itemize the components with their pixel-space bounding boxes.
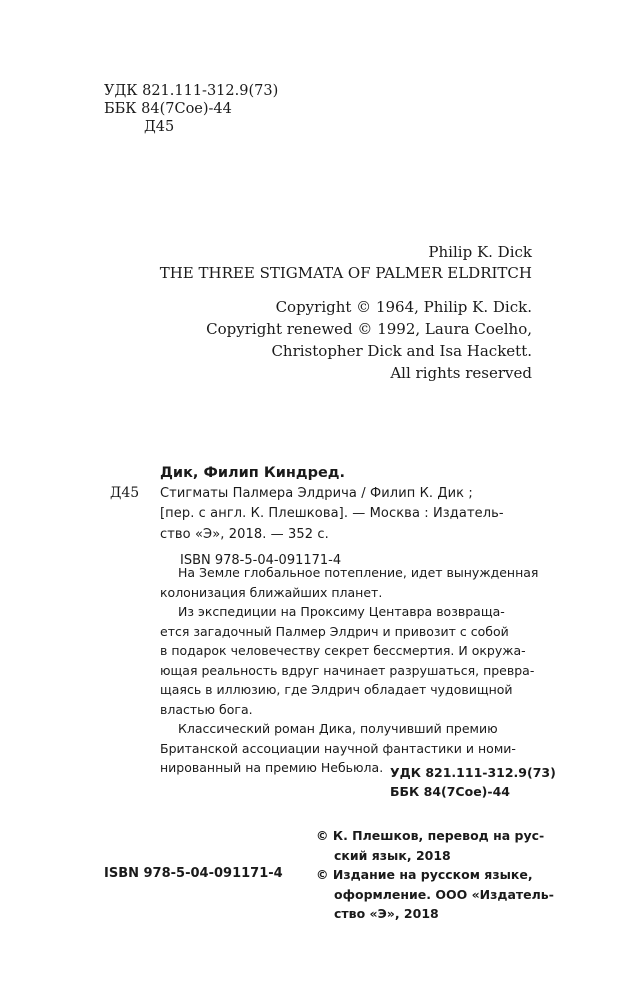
catalog-line: [пер. с англ. К. Плешкова]. — Москва : Издатель- [160,506,504,521]
annotation-line: щаясь в иллюзию, где Элдрич обладает чудовищной [160,682,513,697]
original-title: THE THREE STIGMATA OF PALMER ELDRITCH [159,264,532,282]
annotation-line: колонизация ближайших планет. [160,584,383,600]
copyright-line: Christopher Dick and Isa Hackett. [271,342,532,360]
annotation-paragraph [160,602,540,719]
copyright-line: Copyright renewed © 1992, Laura Coelho, [206,320,532,338]
edition-copyright-cont: оформление. ООО «Издатель- [334,886,554,902]
copyright-notice [92,296,532,384]
annotation-paragraph [160,563,540,602]
copyright-line: Copyright © 1964, Philip K. Dick. [275,298,532,316]
catalog-isbn: ISBN 978-5-04-091171-4 [180,553,342,568]
rights-notice [316,826,554,924]
author-mark: Д45 [144,119,175,135]
bbk-code: ББК 84(7Сое)-44 [390,783,510,799]
catalog-author: Дик, Филип Киндред. [160,465,346,481]
annotation-line: ющая реальность вдруг начинает разрушаться, превра- [160,662,535,678]
annotation-line: властью бога. [160,701,253,717]
annotation-line: в подарок человечеству секрет бессмертия. И окружа- [160,643,526,658]
classification-codes-top [104,82,278,136]
annotation-line: На Земле глобальное потепление, идет вынужденная [178,565,539,580]
bbk-code: ББК 84(7Сое)-44 [104,101,232,117]
edition-copyright-cont: ство «Э», 2018 [334,906,439,921]
edition-copyright: © Издание на русском языке, [316,867,533,882]
isbn: ISBN 978-5-04-091171-4 [104,866,283,881]
annotation-line: нированный на премию Небьюла. [160,760,384,775]
book-annotation [160,563,540,778]
catalog-line: Стигматы Палмера Элдрича / Филип К. Дик ; [160,485,473,501]
copyright-line: All rights reserved [390,364,532,382]
classification-codes-bottom [390,764,556,801]
catalog-author-mark: Д45 [110,485,140,501]
translation-copyright: © К. Плешков, перевод на рус- [316,828,545,843]
annotation-line: Из экспедиции на Проксиму Центавра возвраща- [178,604,505,619]
translation-copyright-cont: ский язык, 2018 [334,847,451,863]
catalog-line: ство «Э», 2018. — 352 с. [160,526,329,542]
udk-code: УДК 821.111-312.9(73) [390,765,556,780]
annotation-line: Британской ассоциации научной фантастики и номи- [160,740,516,756]
catalog-entry [110,463,540,572]
annotation-line: ется загадочный Палмер Элдрич и привозит с собой [160,623,509,639]
udk-code: УДК 821.111-312.9(73) [104,83,279,99]
annotation-line: Классический роман Дика, получивший премию [178,721,498,736]
original-title-block [92,242,532,284]
original-author: Philip K. Dick [428,243,532,261]
